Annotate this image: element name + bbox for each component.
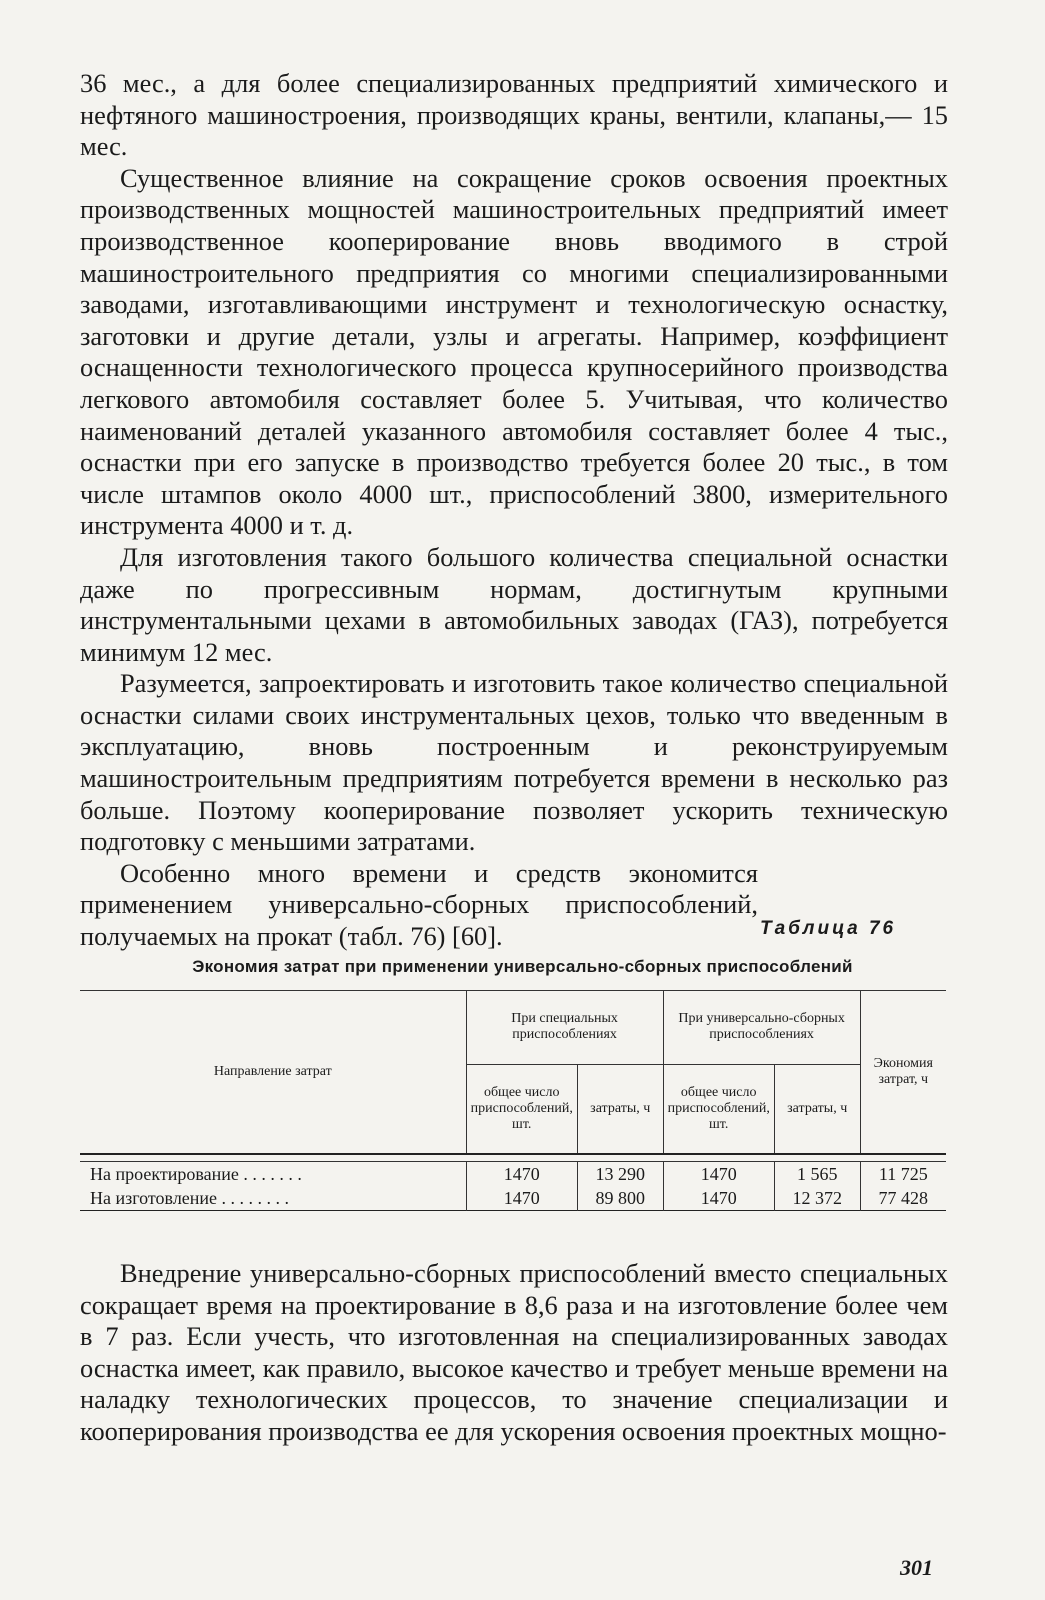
header-separator xyxy=(80,1154,946,1162)
header-group-universal: При универсально-сборных приспособлениях xyxy=(663,991,860,1065)
cell-universal-cost: 1 565 xyxy=(774,1162,860,1187)
cell-universal-cost: 12 372 xyxy=(774,1186,860,1211)
header-economy: Экономия затрат, ч xyxy=(860,991,946,1155)
cell-universal-count: 1470 xyxy=(663,1186,774,1211)
row-label: На изготовление . . . . . . . . xyxy=(80,1186,466,1211)
row-label: На проектирование . . . . . . . xyxy=(80,1162,466,1187)
cell-universal-count: 1470 xyxy=(663,1162,774,1187)
body-text-bottom xyxy=(80,1258,948,1448)
paragraph-1: 36 мес., а для более специализированных предприятий химического и нефтяного машиностроения, производящих краны, вентили, клапаны,— 15 мес. xyxy=(80,68,948,162)
table-title: Экономия затрат при применении универсально-сборных приспособлений xyxy=(192,957,853,976)
cell-special-cost: 13 290 xyxy=(577,1162,663,1187)
paragraph-5: Особенно много времени и средств экономится применением универсально-сборных приспособлений, получаемых на прокат (табл. 76) [60]. xyxy=(80,857,758,952)
table-row xyxy=(80,1186,946,1211)
cell-economy: 11 725 xyxy=(860,1162,946,1187)
body-text-top xyxy=(80,68,948,953)
paragraph-6: Внедрение универсально-сборных приспособлений вместо специальных сокращает время на проектирование в 8,6 раза и на изготовление более чем в 7 раз. Если учесть, что изготовленная на специализированных заводах оснастка имеет, как правило, высокое качество и требует меньше времени на наладку технологических процессов, то значение специализации и кооперирования производства ее для ускорения освоения проектных мощно- xyxy=(80,1258,948,1446)
header-universal-cost: затраты, ч xyxy=(774,1064,860,1154)
table-number: Таблица 76 xyxy=(760,918,897,939)
cell-special-count: 1470 xyxy=(466,1162,577,1187)
paragraph-2: Существенное влияние на сокращение сроков освоения проектных производственных мощностей машиностроительных предприятий имеет производственное кооперирование вновь вводимого в строй машиностроительного предприятия со многими специализированными заводами, изготавливающими инструмент и технологическую оснастку, заготовки и другие детали, узлы и агрегаты. Например, коэффициент оснащенности технологического процесса крупносерийного производства легкового автомобиля составляет более 5. Учитывая, что количество наименований деталей указанного автомобиля составляет более 4 тыс., оснастки при его запуске в производство требуется более 20 тыс., в том числе штампов около 4000 шт., приспособлений 3800, измерительного инструмента 4000 и т. д. xyxy=(80,162,948,541)
paragraph-4: Разумеется, запроектировать и изготовить такое количество специальной оснастки силами своих инструментальных цехов, только что введенным в эксплуатацию, вновь построенным и реконструируемым машиностроительным предприятиям потребуется времени в несколько раз больше. Поэтому кооперирование позволяет ускорить техническую подготовку с меньшими затратами. xyxy=(80,668,948,857)
page-number: 301 xyxy=(900,1555,933,1580)
header-universal-count: общее число приспособлений, шт. xyxy=(663,1064,774,1154)
savings-table xyxy=(80,990,946,1211)
header-direction: Направление затрат xyxy=(80,991,466,1155)
cell-special-cost: 89 800 xyxy=(577,1186,663,1211)
cell-special-count: 1470 xyxy=(466,1186,577,1211)
header-special-cost: затраты, ч xyxy=(577,1064,663,1154)
paragraph-3: Для изготовления такого большого количества специальной оснастки даже по прогрессивным нормам, достигнутым крупными инструментальными цехами в автомобильных заводах (ГАЗ), потребуется минимум 12 мес. xyxy=(80,541,948,667)
header-special-count: общее число приспособлений, шт. xyxy=(466,1064,577,1154)
header-group-special: При специальных приспособлениях xyxy=(466,991,663,1065)
cell-economy: 77 428 xyxy=(860,1186,946,1211)
table-row xyxy=(80,1162,946,1187)
